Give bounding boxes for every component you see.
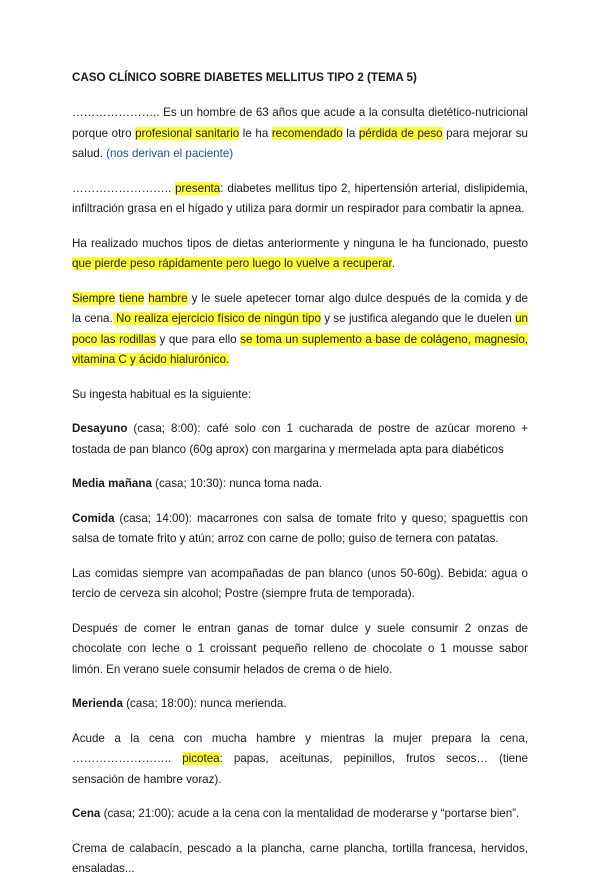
text-span: (casa; 21:00): acude a la cena con la mentalidad de moderarse y “portarse bien”. <box>100 807 520 820</box>
document-title: CASO CLÍNICO SOBRE DIABETES MELLITUS TIPO 2 (TEMA 5) <box>72 71 417 84</box>
highlight: que pierde peso rápidamente pero luego lo vuelve a recuperar <box>72 257 392 270</box>
text-span: le ha <box>239 126 272 140</box>
text-span: ………………….. Es un hombre de 63 años que acude a la consulta dietético-nutricional porque otro <box>72 106 528 140</box>
highlight: No realiza ejercicio físico de ningún tipo <box>112 312 321 325</box>
meal-label: Cena <box>72 807 101 820</box>
paragraph-presenta <box>72 179 528 220</box>
meal-label: Media mañana <box>72 477 152 490</box>
text-span: Acude a la cena con mucha hambre y mientras la mujer prepara la cena, …………………….. <box>72 731 528 765</box>
meal-label: Comida <box>72 511 115 525</box>
blue-note: (nos derivan el paciente) <box>106 147 234 160</box>
paragraph-dulce: Después de comer le entran ganas de tomar dulce y suele consumir 2 onzas de chocolate con leche o 1 croissant pequeño relleno de chocolate o 1 mousse sabor limón. En verano suele consumir helados de crema o de hielo. <box>72 621 528 676</box>
highlight: recomendado <box>271 126 343 140</box>
text-span: : diabetes mellitus tipo 2, hipertensión arterial, dislipidemia, infiltración grasa en el hígado y utiliza para dormir un respirador para combatir la apnea. <box>72 181 528 215</box>
paragraph-dietas <box>72 234 528 275</box>
highlight: pérdida de peso <box>358 126 443 140</box>
meal-label: Desayuno <box>72 422 128 435</box>
paragraph-merienda <box>72 694 528 715</box>
text-span: para mejorar su salud. <box>72 126 528 160</box>
text-span: : papas, aceitunas, pepinillos, frutos secos… (tiene sensación de hambre voraz). <box>72 752 528 786</box>
highlight: Siempre <box>72 291 116 305</box>
paragraph-cena-menu: Crema de calabacín, pescado a la plancha, carne plancha, tortilla francesa, hervidos, ensaladas... <box>72 841 528 875</box>
text-span: (casa; 18:00): nunca merienda. <box>122 697 287 710</box>
paragraph-intro <box>72 103 528 165</box>
text-span: y que para ello <box>155 332 241 346</box>
highlight: profesional sanitario <box>135 126 240 140</box>
text-span: …………………….. <box>72 181 176 195</box>
highlight: se toma un suplemento a base de colágeno, magnesio, vitamina C y ácido hialurónico. <box>72 332 528 366</box>
text-span: . <box>391 257 395 270</box>
paragraph-cena <box>72 804 528 825</box>
paragraph-media-manana <box>72 474 528 495</box>
text-span: (casa; 8:00): café solo con 1 cucharada de postre de azúcar moreno + tostada de pan blanco (60g aprox) con margarina y mermelada apta para diabéticos <box>72 422 528 456</box>
text-span: (casa; 10:30): nunca toma nada. <box>151 477 323 490</box>
highlight: presenta <box>175 181 221 195</box>
paragraph-comida <box>72 509 528 550</box>
paragraph-ingesta: Su ingesta habitual es la siguiente: <box>72 387 252 401</box>
text-span: y se justifica alegando que le duelen <box>320 312 516 325</box>
text-span: (casa; 14:00): macarrones con salsa de tomate frito y queso; spaguettis con salsa de tomate frito y atún; arroz con carne de pollo; guiso de ternera con patatas. <box>72 511 528 545</box>
text-span: y le suele apetecer tomar algo dulce después de la comida y de la cena. <box>72 291 528 325</box>
paragraph-picotea <box>72 729 528 791</box>
paragraph-pan: Las comidas siempre van acompañadas de pan blanco (unos 50-60g). Bebida: agua o tercio de cerveza sin alcohol; Postre (siempre fruta de temporada). <box>72 566 528 600</box>
document-body <box>72 68 528 894</box>
paragraph-desayuno <box>72 419 528 460</box>
paragraph-hambre <box>72 289 528 371</box>
meal-label: Merienda <box>72 697 123 710</box>
highlight: tiene <box>119 291 145 305</box>
highlight: picotea <box>182 752 220 765</box>
highlight: hambre <box>148 291 188 305</box>
highlight: un poco las rodillas <box>72 312 529 346</box>
text-span: la <box>342 126 359 140</box>
text-span: Ha realizado muchos tipos de dietas anteriormente y ninguna le ha funcionado, puesto <box>72 236 528 250</box>
